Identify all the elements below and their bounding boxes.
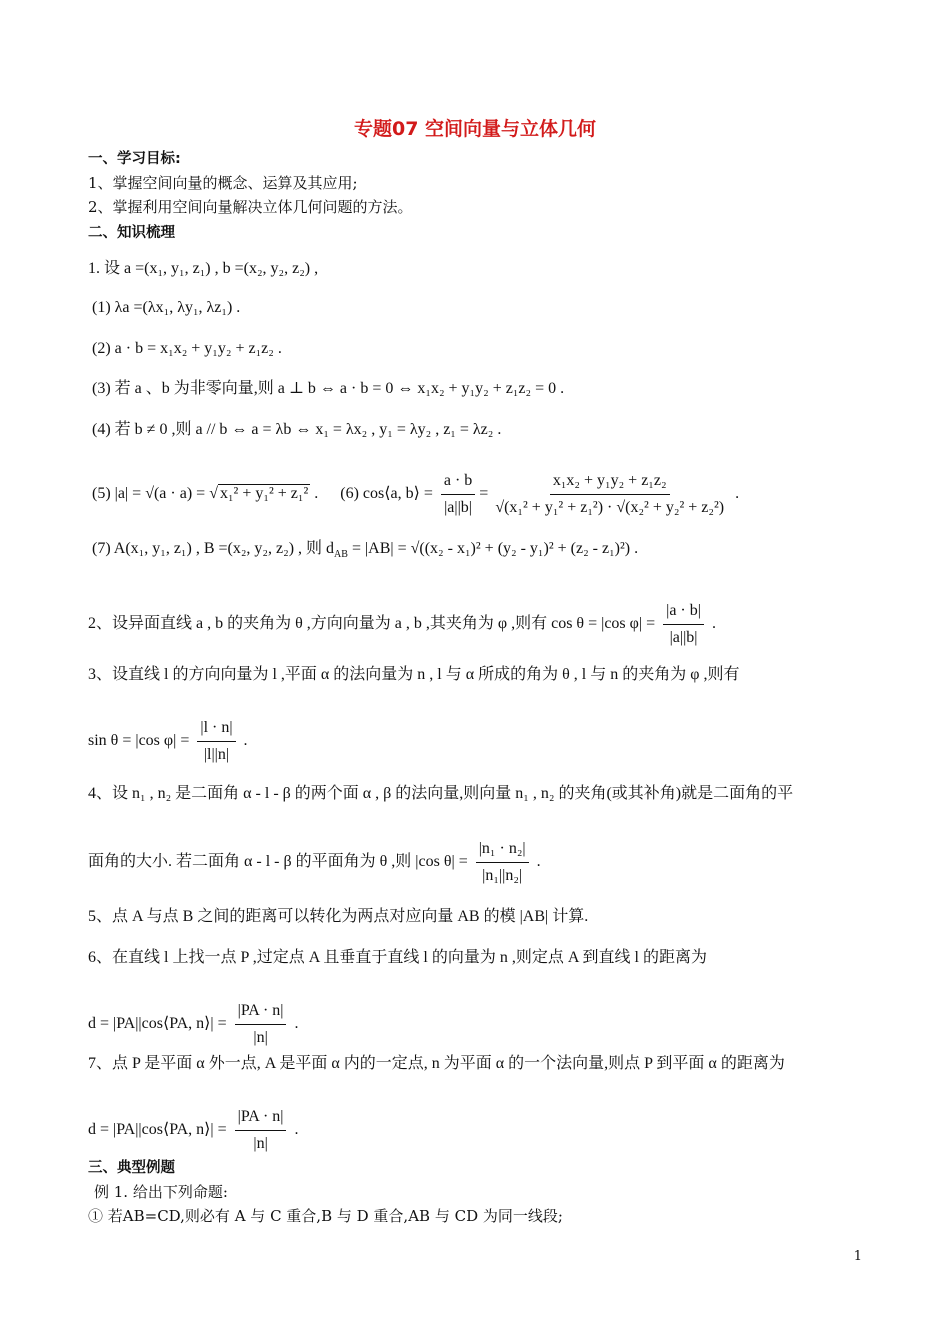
item-4-formula: 面角的大小. 若二面角 α - l - β 的平面角为 θ ,则 |cos θ| = $\frac{\text{|n₁ · n₂|}}{\text{|n₁||n₂|}}$ . bbox=[88, 838, 541, 887]
item-2-frac bbox=[663, 600, 704, 649]
goal-item-1: 1、掌握空间向量的概念、运算及其应用; bbox=[88, 174, 358, 192]
formula-5-label: (5) bbox=[92, 485, 111, 503]
formula-6-lhs: cos⟨a, b⟩ = bbox=[362, 485, 433, 503]
goal-item-2: 2、掌握利用空间向量解决立体几何问题的方法。 bbox=[88, 198, 413, 216]
formula-5-rhs: x₁² + y₁² + z₁² bbox=[219, 485, 309, 503]
item-2-num: |a · b| bbox=[663, 600, 704, 625]
item-6-den: |n| bbox=[253, 1029, 268, 1046]
page-title: 专题07 空间向量与立体几何 bbox=[353, 118, 597, 140]
formula-intro: 1. 设 a =(x₁, y₁, z₁) , b =(x₂, y₂, z₂) , bbox=[88, 260, 319, 277]
formula-7-label: (7) bbox=[92, 540, 111, 557]
item-4-frac bbox=[476, 838, 529, 887]
item-4-num: |n₁ · n₂| bbox=[476, 838, 529, 863]
item-3-lhs: sin θ = |cos φ| = bbox=[88, 732, 190, 750]
item-7-formula: d = |PA||cos⟨PA, n⟩| = $\frac{|PA \cdot n|}{|n|}$ . bbox=[88, 1106, 298, 1155]
item-6-text: 6、在直线 l 上找一点 P ,过定点 A 且垂直于直线 l 的向量为 n ,则定点 A 到直线 l 的距离为 bbox=[88, 949, 707, 966]
formula-6-num1: a · b bbox=[441, 470, 475, 495]
section-heading-goals: 一、学习目标: bbox=[88, 151, 181, 167]
formula-7-text: A(x₁, y₁, z₁) , B =(x₂, y₂, z₂) , 则 d bbox=[113, 540, 335, 557]
formula-7 bbox=[92, 538, 638, 566]
formula-6-den2: √(x₁² + y₁² + z₁²) · √(x₂² + y₂² + z₂²) bbox=[495, 499, 725, 516]
formula-6-label: (6) bbox=[340, 485, 359, 503]
formula-5-6: (5) |a| = √(a · a) = √ x₁² + y₁² + z₁² . (6) cos⟨a, b⟩ = $\frac{a \cdot b}{|a||b|}$ = $\frac{\text{x₁x₂ + y₁y₂ + z₁z₂}}{\text{√(x₁² + y₁² + z₁²) · √(x₂² + y₂² + z₂²)}}$ . bbox=[92, 470, 739, 519]
section-heading-knowledge: 二、知识梳理 bbox=[88, 225, 175, 241]
item-2-text: 2、设异面直线 a , b 的夹角为 θ ,方向向量为 a , b ,其夹角为 φ ,则有 cos θ = |cos φ| = bbox=[88, 615, 656, 633]
item-3-num: |l · n| bbox=[197, 717, 235, 742]
item-3-text: 3、设直线 l 的方向向量为 l ,平面 α 的法向量为 n , l 与 α 所成的角为 θ , l 与 n 的夹角为 φ ,则有 bbox=[88, 666, 740, 683]
item-3-frac bbox=[197, 717, 235, 766]
item-3-formula: sin θ = |cos φ| = $\frac{|l \cdot n|}{|l||n|}$ . bbox=[88, 717, 248, 766]
item-3-den: |l||n| bbox=[203, 746, 230, 763]
formula-6-frac2 bbox=[492, 470, 727, 519]
item-7-lhs: d = |PA||cos⟨PA, n⟩| = bbox=[88, 1121, 227, 1139]
item-4-text2: 面角的大小. 若二面角 α - l - β 的平面角为 θ ,则 |cos θ| = bbox=[88, 853, 468, 871]
item-2-den: |a||b| bbox=[669, 629, 698, 646]
item-6-lhs: d = |PA||cos⟨PA, n⟩| = bbox=[88, 1015, 227, 1033]
formula-5-lhs: |a| = √(a · a) = bbox=[114, 485, 206, 503]
formula-6-frac1 bbox=[441, 470, 475, 519]
formula-1: (1) λa =(λx₁, λy₁, λz₁) . bbox=[92, 299, 241, 316]
item-7-text: 7、点 P 是平面 α 外一点, A 是平面 α 内的一定点, n 为平面 α 的一个法向量,则点 P 到平面 α 的距离为 bbox=[88, 1055, 785, 1072]
example-1: 例 1. 给出下列命题: bbox=[94, 1183, 228, 1201]
item-5: 5、点 A 与点 B 之间的距离可以转化为两点对应向量 AB 的模 |AB| 计算. bbox=[88, 908, 589, 925]
item-7-num: |PA · n| bbox=[235, 1106, 287, 1131]
formula-6-num2: x₁x₂ + y₁y₂ + z₁z₂ bbox=[550, 470, 670, 495]
formula-7-sub: AB bbox=[334, 549, 348, 561]
item-7-frac bbox=[235, 1106, 287, 1155]
item-6-formula: d = |PA||cos⟨PA, n⟩| = $\frac{|PA \cdot n|}{|n|}$ . bbox=[88, 1000, 298, 1049]
section-heading-examples: 三、典型例题 bbox=[88, 1160, 175, 1176]
formula-2: (2) a · b = x₁x₂ + y₁y₂ + z₁z₂ . bbox=[92, 340, 282, 357]
formula-3: (3) 若 a 、b 为非零向量,则 a ⊥ b ⇔ a · b = 0 ⇔ x₁x₂ + y₁y₂ + z₁z₂ = 0 . bbox=[92, 380, 565, 397]
item-6-frac bbox=[235, 1000, 287, 1049]
page-number: 1 bbox=[853, 1249, 862, 1264]
item-7-den: |n| bbox=[253, 1135, 268, 1152]
example-1-item-1: ① 若AB=CD,则必有 A 与 C 重合,B 与 D 重合,AB 与 CD 为同一线段; bbox=[88, 1207, 563, 1225]
formula-7-rhs: = |AB| = √((x₂ - x₁)² + (y₂ - y₁)² + (z₂ - z₁)²) . bbox=[351, 540, 639, 557]
item-2: 2、设异面直线 a , b 的夹角为 θ ,方向向量为 a , b ,其夹角为 φ ,则有 cos θ = |cos φ| = $\frac{|a \cdot b|}{|a||b|}$ . bbox=[88, 600, 716, 649]
item-4-text: 4、设 n₁ , n₂ 是二面角 α - l - β 的两个面 α , β 的法向量,则向量 n₁ , n₂ 的夹角(或其补角)就是二面角的平 bbox=[88, 785, 794, 802]
formula-6-den1: |a||b| bbox=[444, 499, 473, 516]
item-4-den: |n₁||n₂| bbox=[482, 867, 523, 884]
formula-4: (4) 若 b ≠ 0 ,则 a // b ⇔ a = λb ⇔ x₁ = λx₂ , y₁ = λy₂ , z₁ = λz₂ . bbox=[92, 421, 502, 438]
item-6-num: |PA · n| bbox=[235, 1000, 287, 1025]
